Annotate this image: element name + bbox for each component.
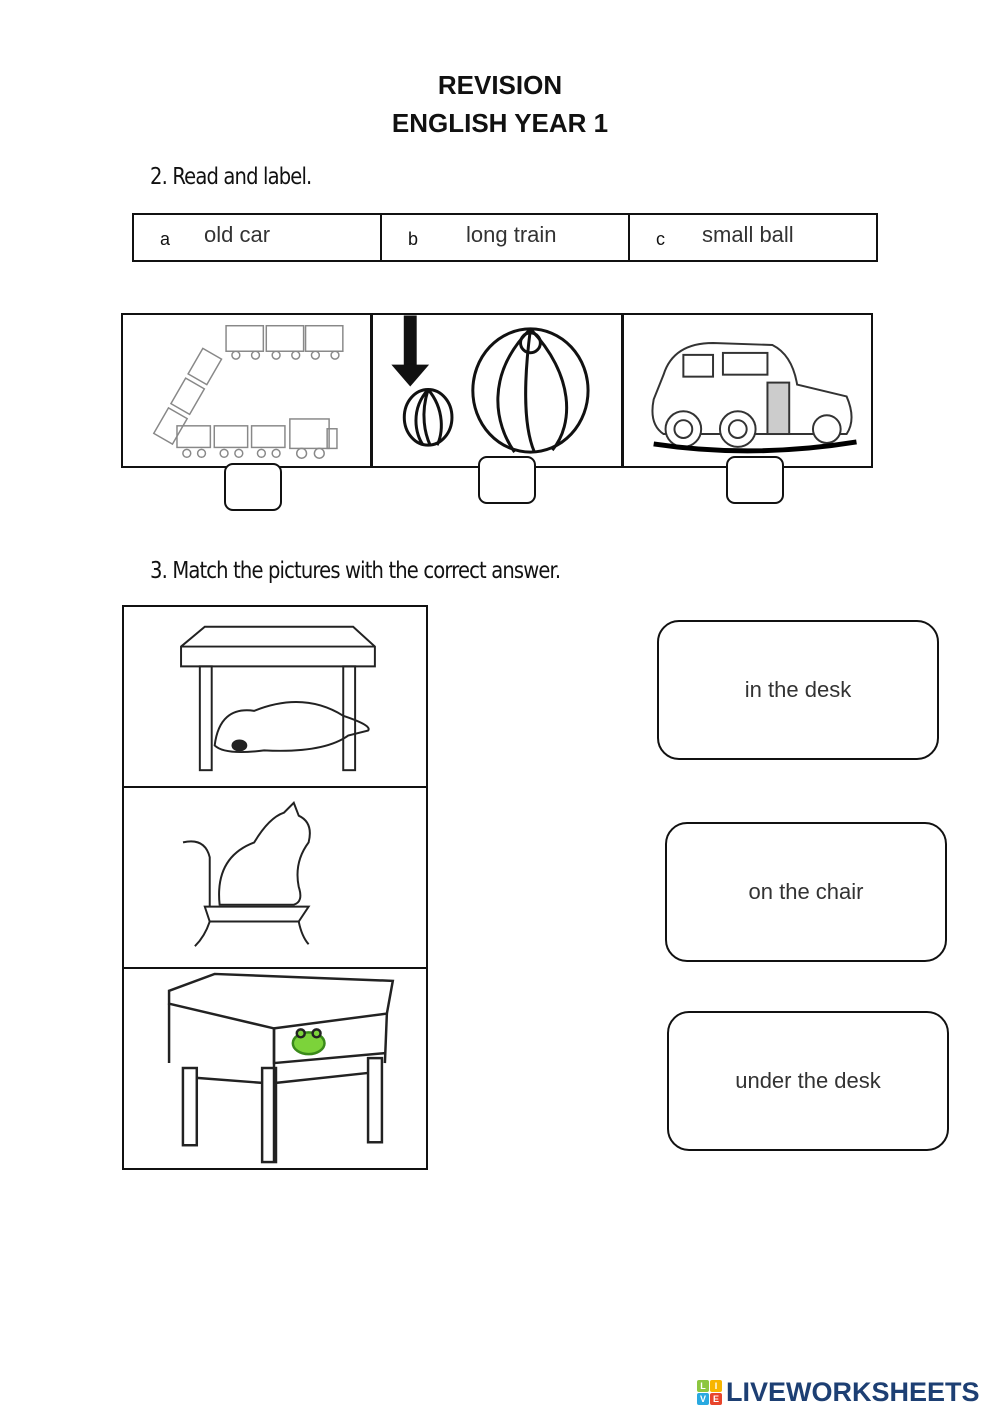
option-a — [134, 215, 382, 260]
answer-box-3[interactable] — [726, 456, 784, 504]
option-letter: b — [408, 229, 419, 249]
match-answer-on-the-chair[interactable]: on the chair — [665, 822, 947, 962]
question-3-instruction: 3. Match the pictures with the correct answer. — [150, 558, 561, 584]
dog-under-table-picture — [122, 605, 428, 788]
worksheet-subtitle: ENGLISH YEAR 1 — [391, 108, 609, 138]
liveworksheets-logo — [697, 1377, 980, 1408]
option-b — [382, 215, 630, 260]
option-letter: c — [656, 229, 665, 249]
small-ball-picture — [373, 315, 623, 466]
liveworksheets-logo-icon: L I V E — [697, 1380, 722, 1405]
option-text: old car — [204, 222, 271, 247]
frog-in-desk-picture — [122, 967, 428, 1170]
cat-on-chair-picture — [122, 786, 428, 969]
option-text: long train — [466, 222, 557, 247]
worksheet-title: REVISION — [437, 70, 563, 100]
option-text: small ball — [702, 222, 794, 247]
match-answer-under-the-desk[interactable]: under the desk — [667, 1011, 949, 1151]
answer-box-2[interactable] — [478, 456, 536, 504]
answer-box-1[interactable] — [224, 463, 282, 511]
label-pictures-row — [121, 313, 873, 468]
question-2-instruction: 2. Read and label. — [150, 164, 312, 190]
match-answer-in-the-desk[interactable]: in the desk — [657, 620, 939, 760]
long-train-picture — [123, 315, 373, 466]
word-options-table — [132, 213, 878, 262]
option-c — [630, 215, 876, 260]
option-letter: a — [160, 229, 171, 249]
liveworksheets-logo-text: LIVEWORKSHEETS — [726, 1377, 980, 1407]
old-car-picture — [624, 315, 871, 466]
